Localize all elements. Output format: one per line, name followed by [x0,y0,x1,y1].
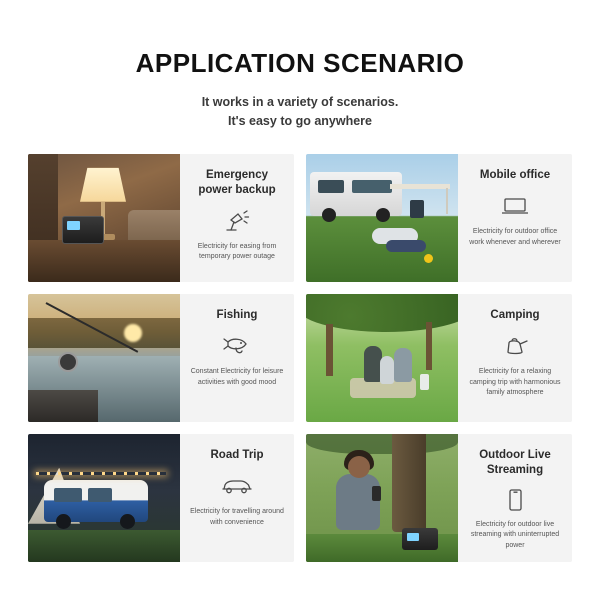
scenario-description-mobile-office: Electricity for outdoor office work whenever and wherever [469,227,561,246]
scenario-card-mobile-office[interactable] [306,154,572,282]
scenario-title-fishing: Fishing [216,308,258,321]
scenario-grid [28,154,572,562]
scenario-title-road-trip: Road Trip [210,448,264,461]
scenario-photo-camping [306,294,458,422]
fish-hook-icon [222,333,252,359]
scenario-photo-outdoor-live-streaming [306,434,458,562]
car-icon [221,473,253,499]
scenario-title-line-2: Streaming [486,463,544,476]
laptop-icon [500,193,530,219]
scenario-photo-fishing [28,294,180,422]
subtitle-line-2: It's easy to go anywhere [228,114,372,129]
scenario-card-camping[interactable] [306,294,572,422]
scenario-description-camping: Electricity for a relaxing camping trip with harmonious family atmosphere [469,367,561,397]
scenario-description-fishing: Constant Electricity for leisure activities with good mood [190,367,284,386]
scenario-title-emergency-power-backup [198,168,275,198]
page-subtitle [0,93,600,132]
scenario-description-outdoor-live-streaming: Electricity for outdoor live streaming with uninterrupted power [470,520,560,550]
scenario-info-fishing [180,294,294,422]
smartphone-icon [506,488,524,512]
scenario-info-mobile-office [458,154,572,282]
scenario-title-line-2: power backup [198,183,276,196]
scenario-description-road-trip: Electricity for travelling around with convenience [190,507,284,526]
scenario-card-outdoor-live-streaming[interactable] [306,434,572,562]
scenario-info-camping [458,294,572,422]
scenario-title-camping: Camping [490,308,540,321]
kettle-icon [501,333,529,359]
scenario-photo-road-trip [28,434,180,562]
subtitle-line-1: It works in a variety of scenarios. [201,95,399,109]
scenario-card-road-trip[interactable] [28,434,294,562]
scenario-card-emergency-power-backup[interactable] [28,154,294,282]
scenario-info-emergency-power-backup [180,154,294,282]
scenario-title-mobile-office: Mobile office [479,168,551,181]
scenario-info-outdoor-live-streaming [458,434,572,562]
scenario-info-road-trip [180,434,294,562]
desk-lamp-icon [224,208,250,234]
scenario-description-emergency-power-backup: Electricity for easing from temporary power outage [197,242,277,261]
scenario-card-fishing[interactable] [28,294,294,422]
page-header [0,0,600,132]
scenario-title-line-1: Outdoor Live [479,448,551,461]
scenario-photo-emergency-power-backup [28,154,180,282]
page-title: APPLICATION SCENARIO [135,48,465,78]
scenario-photo-mobile-office [306,154,458,282]
scenario-title-outdoor-live-streaming [479,448,551,478]
scenario-title-line-1: Emergency [205,168,268,181]
